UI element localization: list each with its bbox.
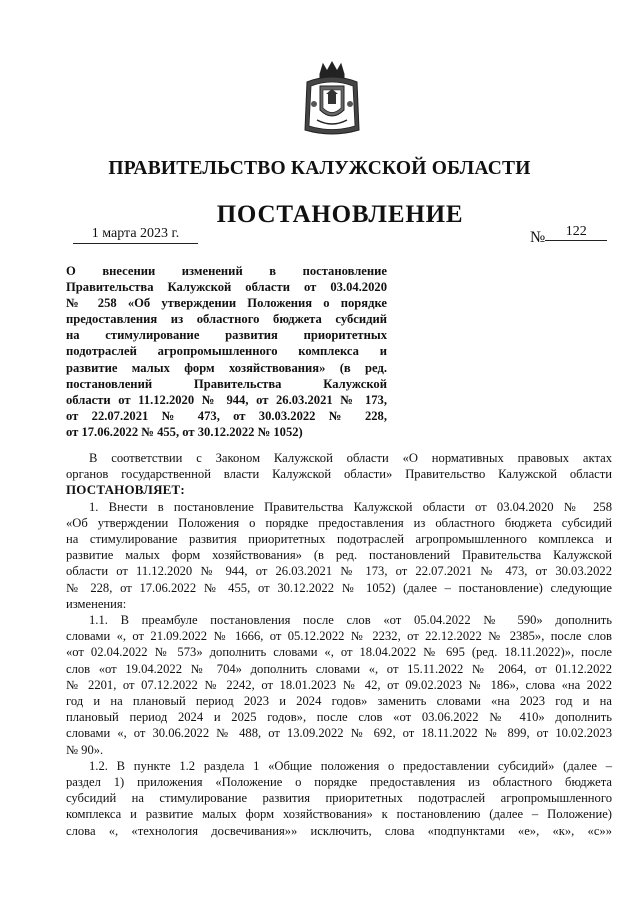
subject-line: О внесении изменений в постановление <box>66 264 387 278</box>
document-number <box>530 224 607 248</box>
body-line: 1. Внести в постановление Правительства Калужской области от 03.04.2020 № 258 <box>89 499 612 514</box>
item-1-paragraph <box>66 499 612 612</box>
body-line: изменения: <box>66 596 127 611</box>
subject-line: от 22.07.2021 № 473, от 30.03.2022 № 228, <box>66 408 387 423</box>
subject-line: постановлений Правительства Калужской <box>66 376 387 391</box>
body-line: слов «от 19.04.2022 № 704» дополнить словами «, от 15.11.2022 № 2064, от 01.12.2022 <box>66 661 612 676</box>
subject-line: развитие малых форм хозяйствования» (в ред. <box>66 360 387 375</box>
organization-title: ПРАВИТЕЛЬСТВО КАЛУЖСКОЙ ОБЛАСТИ <box>108 158 531 179</box>
body-line: области от 11.12.2020 № 944, от 26.03.2021 № 173, от 22.07.2021 № 473, от 30.03.2022 <box>66 564 612 579</box>
body-line: 1.2. В пункте 1.2 раздела 1 «Общие положения о предоставлении субсидий» (далее – <box>89 758 612 773</box>
subject-line: предоставления из областного бюджета субсидий <box>66 312 387 327</box>
subject-line: на стимулирование развития приоритетных <box>66 328 387 343</box>
preamble-paragraph <box>66 450 612 499</box>
document-type-title: ПОСТАНОВЛЕНИЕ <box>216 201 464 228</box>
body-line: развитие малых форм хозяйствования» (в ред. постановлений Правительства Калужской <box>66 548 612 563</box>
number-sign: № <box>530 229 546 246</box>
body-line: слова «, «технология досвечивания»» исключить, слова «подпунктами «е», «к», «с»» <box>66 823 612 838</box>
subject-line: области от 11.12.2020 № 944, от 26.03.2021 № 173, <box>66 392 387 407</box>
item-1-2-paragraph <box>66 758 612 839</box>
body-line: год и на плановый период 2023 и 2024 годов» заменить словами «на 2023 год и на <box>66 694 612 709</box>
body-line: органов государственной власти Калужской области» Правительство Калужской области <box>66 467 612 482</box>
subject-line: подотраслей агропромышленного комплекса и <box>66 344 387 359</box>
body-line: на стимулирование развития приоритетных подотраслей агропромышленного комплекса и <box>66 532 612 547</box>
subject-line: Правительства Калужской области от 03.04.2020 <box>66 280 387 295</box>
decree-word: ПОСТАНОВЛЯЕТ: <box>66 482 185 498</box>
body-line: «Об утверждении Положения о порядке предоставления из областного бюджета субсидий <box>66 515 612 530</box>
body-line: «от 02.04.2022 № 573» дополнить словами «, от 18.04.2022 № 695 (ред. 18.11.2022)», после <box>66 645 612 660</box>
body-line: № 228, от 17.06.2022 № 455, от 30.12.2022 № 1052) (далее – постановление) следующие <box>66 580 612 595</box>
subject-line: № 258 «Об утверждении Положения о порядке <box>66 296 387 311</box>
body-line: плановый период 2024 и 2025 годов», после слов «от 03.06.2022 № 410» дополнить <box>66 710 612 725</box>
coat-of-arms-emblem <box>303 60 361 138</box>
body-line: № 2201, от 07.12.2022 № 2242, от 18.01.2023 № 42, от 09.02.2023 № 186», слова «на 2022 <box>66 677 612 692</box>
body-line: раздел 1) приложения «Положение о порядке предоставления из областного бюджета <box>66 775 612 790</box>
number-value: 122 <box>545 224 607 241</box>
body-line: словами «, от 30.06.2022 № 488, от 13.09.2022 № 692, от 18.11.2022 № 899, от 10.02.2023 <box>66 726 612 741</box>
subject-line: от 17.06.2022 № 455, от 30.12.2022 № 1052) <box>66 424 303 439</box>
body-line: 1.1. В преамбуле постановления после слов «от 05.04.2022 № 590» дополнить <box>89 613 612 628</box>
body-line: В соответствии с Законом Калужской области «О нормативных правовых актах <box>89 451 612 465</box>
body-line: № 90». <box>66 742 104 757</box>
document-subject <box>66 263 387 440</box>
document-date: 1 марта 2023 г. <box>73 226 198 244</box>
document-body <box>66 450 612 839</box>
item-1-1-paragraph <box>66 612 612 758</box>
body-line: словами «, от 21.09.2022 № 1666, от 05.12.2022 № 2232, от 22.12.2022 № 2385», после слов <box>66 629 612 644</box>
body-line: субсидий на стимулирование развития приоритетных подотраслей агропромышленного <box>66 791 612 806</box>
body-line: комплекса и развитие малых форм хозяйствования» к постановлению (далее – Положение) <box>66 807 612 822</box>
